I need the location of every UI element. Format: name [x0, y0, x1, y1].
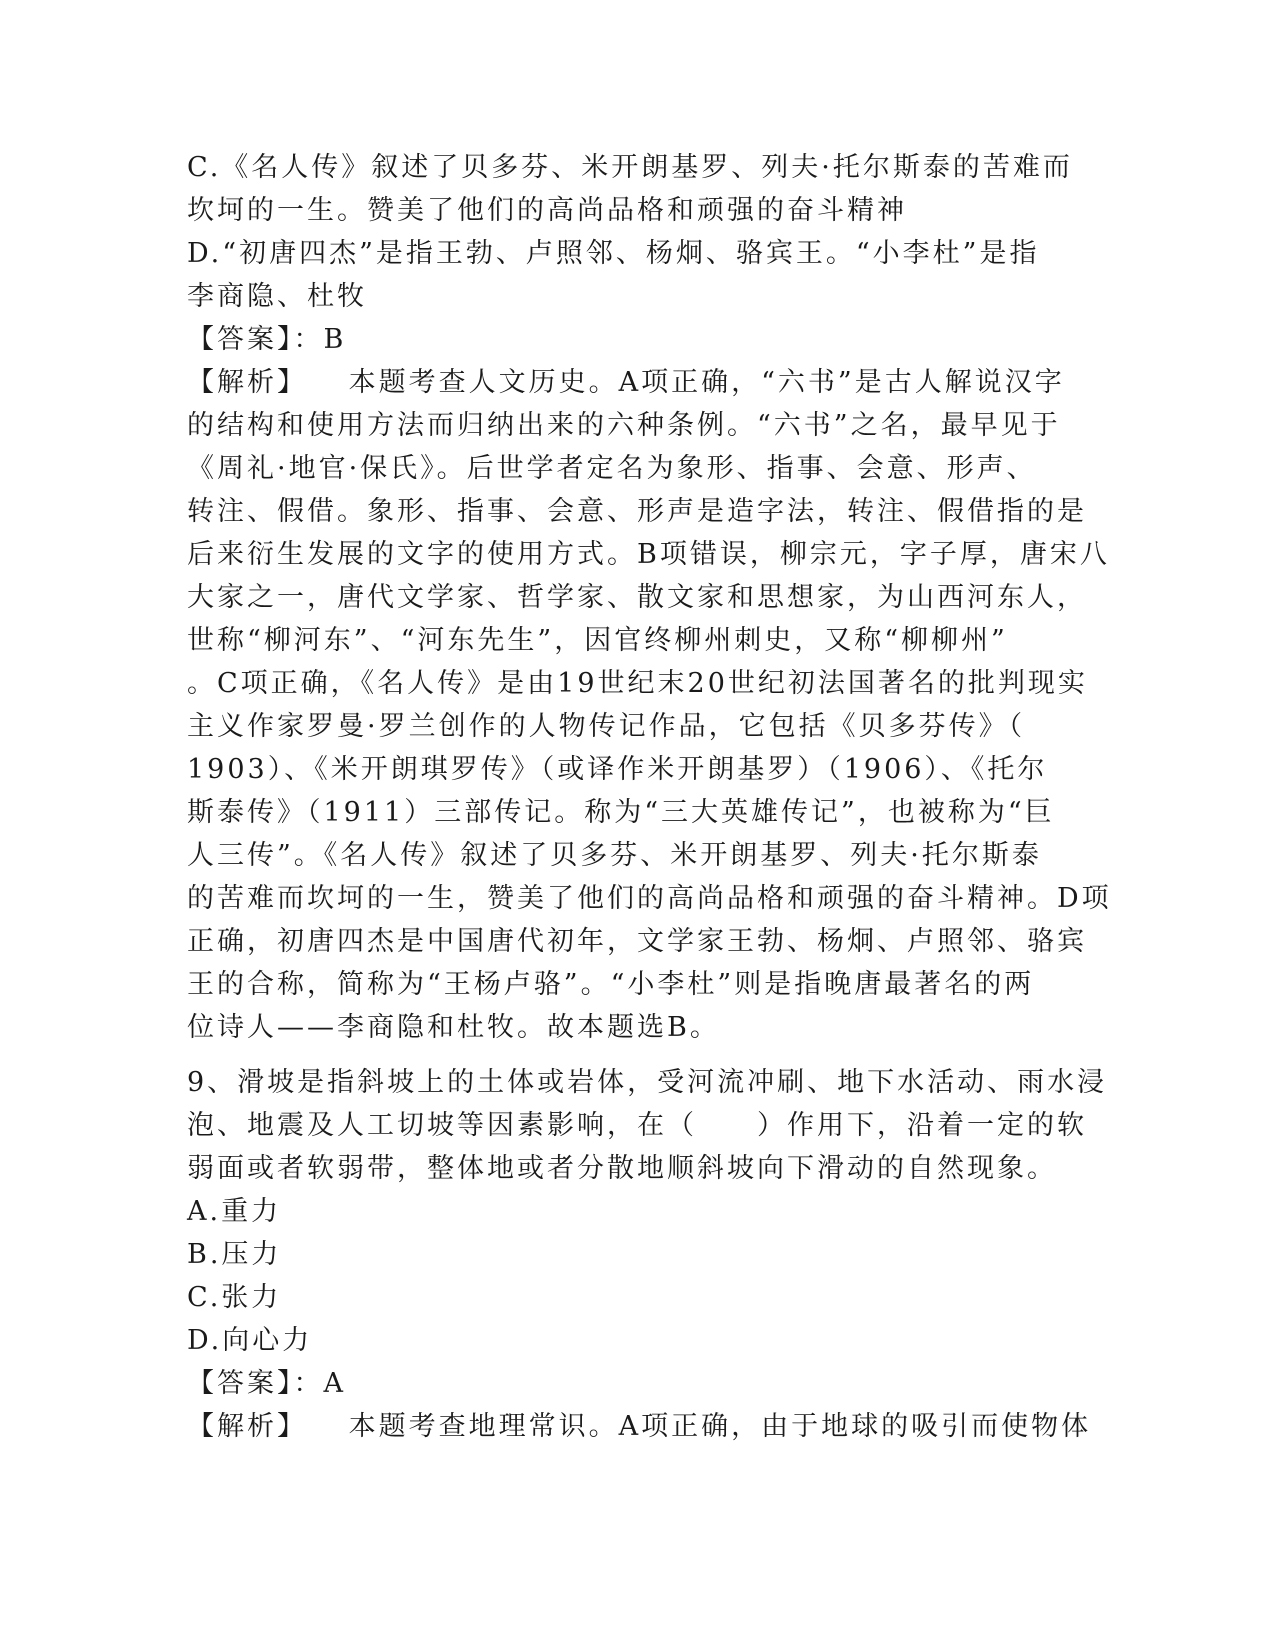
text-line: 人三传”。《名人传》叙述了贝多芬、米开朗基罗、列夫·托尔斯泰	[187, 840, 1042, 871]
q9-option-c: C.张力	[187, 1282, 282, 1313]
analysis-label: 【解析】	[187, 1411, 307, 1442]
text-line: 大家之一，唐代文学家、哲学家、散文家和思想家，为山西河东人，	[187, 582, 1087, 613]
text-line: 世称“柳河东”、“河东先生”，因官终柳州刺史，又称“柳柳州”	[187, 625, 1008, 656]
answer-label: 【答案】	[187, 1368, 294, 1399]
q9-option-b: B.压力	[187, 1239, 282, 1270]
q8-option-d	[187, 232, 1087, 318]
text-line: 位诗人——李商隐和杜牧。故本题选B。	[187, 1012, 720, 1043]
q9-answer	[187, 1362, 1087, 1405]
answer-value: ：A	[293, 1368, 346, 1399]
q8-analysis	[187, 361, 1112, 1049]
q8-answer	[187, 318, 1087, 361]
text-line: D.“初唐四杰”是指王勃、卢照邻、杨炯、骆宾王。“小李杜”是指	[187, 238, 1040, 269]
document-page	[187, 146, 1112, 1448]
text-line: C.《名人传》叙述了贝多芬、米开朗基罗、列夫·托尔斯泰的苦难而	[187, 152, 1073, 183]
text-line: 王的合称，简称为“王杨卢骆”。“小李杜”则是指晚唐最著名的两	[187, 969, 1035, 1000]
answer-label: 【答案】	[187, 324, 294, 355]
analysis-label: 【解析】	[187, 367, 307, 398]
text-line: 主义作家罗曼·罗兰创作的人物传记作品，它包括《贝多芬传》（	[187, 711, 1026, 742]
q9-options	[187, 1190, 1087, 1362]
text-line	[187, 361, 1087, 404]
q9-analysis	[187, 1405, 1092, 1448]
text-line: 正确，初唐四杰是中国唐代初年，文学家王勃、杨炯、卢照邻、骆宾	[187, 926, 1087, 957]
analysis-text: 本题考查地理常识。A项正确，由于地球的吸引而使物体	[348, 1411, 1092, 1442]
answer-value: ：B	[293, 324, 347, 355]
text-line: 《周礼·地官·保氏》。后世学者定名为象形、指事、会意、形声、	[187, 453, 1037, 484]
text-line: 的结构和使用方法而归纳出来的六种条例。“六书”之名，最早见于	[187, 410, 1061, 441]
text-line: 李商隐、杜牧	[187, 281, 367, 312]
q9-stem	[187, 1061, 1108, 1190]
text-line: 。C项正确，《名人传》是由19世纪末20世纪初法国著名的批判现实	[187, 668, 1088, 699]
q9-option-d: D.向心力	[187, 1325, 313, 1356]
text-line: 弱面或者软弱带，整体地或者分散地顺斜坡向下滑动的自然现象。	[187, 1153, 1057, 1184]
text-line: 后来衍生发展的文字的使用方式。B项错误，柳宗元，字子厚，唐宋八	[187, 539, 1110, 570]
text-line: 转注、假借。象形、指事、会意、形声是造字法，转注、假借指的是	[187, 496, 1087, 527]
text-line: 斯泰传》（1911）三部传记。称为“三大英雄传记”，也被称为“巨	[187, 797, 1055, 828]
text-line: 9、滑坡是指斜坡上的土体或岩体，受河流冲刷、地下水活动、雨水浸	[187, 1067, 1108, 1098]
q9-option-a: A.重力	[187, 1196, 282, 1227]
text-line: 坎坷的一生。赞美了他们的高尚品格和顽强的奋斗精神	[187, 195, 907, 226]
text-line: 1903）、《米开朗琪罗传》（或译作米开朗基罗）（1906）、《托尔	[187, 754, 1048, 785]
q8-option-c	[187, 146, 1087, 232]
spacer	[187, 1049, 1087, 1061]
text-line: 泡、地震及人工切坡等因素影响，在（ ）作用下，沿着一定的软	[187, 1110, 1087, 1141]
text-line: 的苦难而坎坷的一生，赞美了他们的高尚品格和顽强的奋斗精神。D项	[187, 883, 1112, 914]
analysis-text: 本题考查人文历史。A项正确，“六书”是古人解说汉字	[348, 367, 1065, 398]
